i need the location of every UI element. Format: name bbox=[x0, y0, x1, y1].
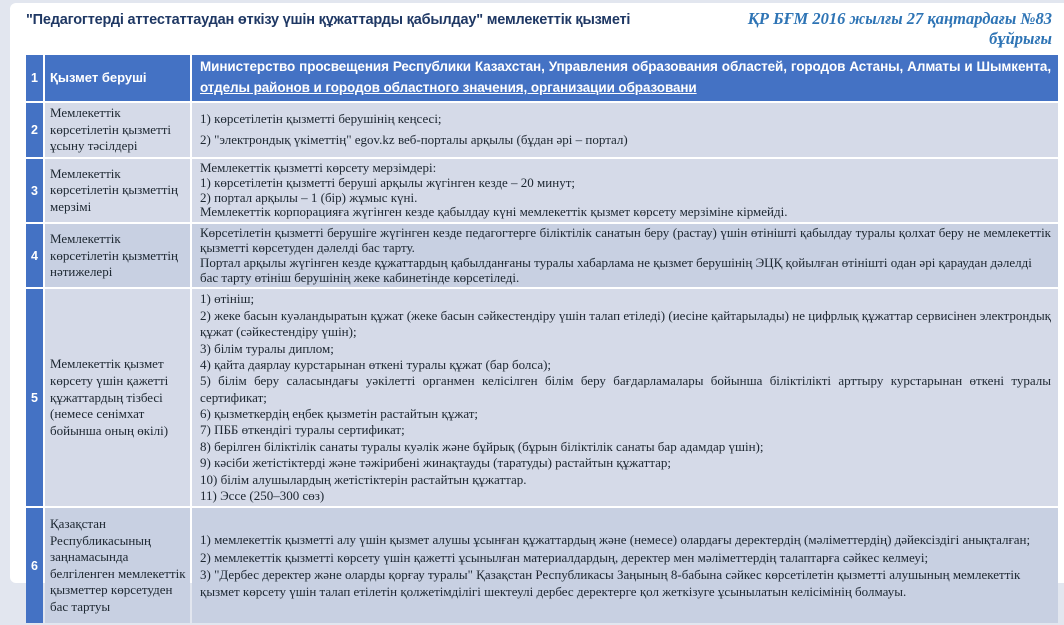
content-line: 2) "электрондық үкіметтің" egov.kz веб-порталы арқылы (бұдан әрі – портал) bbox=[200, 132, 628, 148]
content-paragraph: Көрсетілетін қызметті берушіге жүгінген кезде педагогтерге біліктілік санатын беру (растау) үшін өтінішті қабылдау туралы қолхат беру не мемлекеттік қызметті көрсетуден дәлелді бас тарту. bbox=[200, 225, 1051, 256]
row-number: 2 bbox=[26, 103, 43, 157]
row-number: 1 bbox=[26, 55, 43, 101]
order-reference-line1: ҚР БҒМ 2016 жылғы 27 қаңтардағы №83 bbox=[747, 9, 1052, 28]
provider-underlined-text: отделы районов и городов областного значения, организации образовани bbox=[200, 80, 697, 96]
document-list-item: 2) жеке басын куәландыратын құжат (жеке басын сәйкестендіру үшін талап етіледі) (иесіне қайтарылады) не цифрлық құжаттар сервисінен электрондық құжат (сәйкестендіру үшін); bbox=[200, 307, 1051, 340]
row-label: Мемлекеттік қызмет көрсету үшін қажетті құжаттардың тізбесі (немесе сенімхат бойынша оның өкілі) bbox=[45, 289, 190, 506]
content-line: 1) көрсетілетін қызметті берушінің кеңсесі; bbox=[200, 111, 442, 127]
service-table bbox=[24, 53, 1060, 625]
refusal-list-item: 3) "Дербес деректер және оларды қорғау туралы" Қазақстан Республикасы Заңының 8-бабына сәйкес көрсетілетін қызметті алушының мемлекеттік қызмет көрсету үшін талап етілетін қолжетімділігі шектеулі дербес деректерге қол жеткізуге ұсынылатын келісімінің болмауы. bbox=[200, 566, 1021, 600]
row-number: 6 bbox=[26, 508, 43, 623]
document-list-item: 10) білім алушылардың жетістіктерін растайтын құжаттар. bbox=[200, 471, 527, 487]
row-label: Қызмет беруші bbox=[45, 55, 190, 101]
order-reference bbox=[630, 9, 1056, 49]
slide-panel bbox=[10, 3, 1064, 615]
refusal-list-item: 2) мемлекеттік қызметті көрсету үшін қажетті ұсынылған материалдардың, деректер мен мәліметтердің талаптарға сәйкес келмеуі; bbox=[200, 549, 929, 565]
row-content bbox=[192, 289, 1058, 506]
document-list-item: 11) Эссе (250–300 сөз) bbox=[200, 487, 325, 503]
table-row bbox=[26, 508, 1058, 623]
row-number: 3 bbox=[26, 159, 43, 222]
content-paragraph: Портал арқылы жүгінген кезде құжаттардың қабылданғаны туралы хабарлама не қызмет берушінің ЭЦҚ қойылған өтінішті одан әрі қараудан дәлелді бас тарту өтініш берушінің жеке кабинетінде көрсетіледі. bbox=[200, 254, 1032, 285]
content-line: Мемлекеттік қызметті көрсету мерзімдері: bbox=[200, 159, 437, 175]
table-row bbox=[26, 159, 1058, 222]
row-content bbox=[192, 103, 1058, 157]
row-label: Мемлекеттік көрсетілетін қызметті ұсыну тәсілдері bbox=[45, 103, 190, 157]
document-list-item: 8) берілген біліктілік санаты туралы куәлік және бұйрық (бұрын біліктілік санаты бар адамдар үшін); bbox=[200, 438, 764, 454]
row-content bbox=[192, 508, 1058, 623]
document-list-item: 3) білім туралы диплом; bbox=[200, 340, 334, 356]
row-label: Қазақстан Республикасының заңнамасында белгіленген мемлекеттік қызметтер көрсетуден бас тартуы bbox=[45, 508, 190, 623]
document-list-item: 9) кәсіби жетістіктерді және тәжірибені жинақтауды (таратуды) растайтын құжаттар; bbox=[200, 455, 672, 471]
row-content bbox=[192, 55, 1058, 101]
content-line: 2) портал арқылы – 1 (бір) жұмыс күні. bbox=[200, 189, 418, 205]
table-row bbox=[26, 103, 1058, 157]
document-list-item: 5) білім беру саласындағы уәкілетті органмен келісілген білім беру бағдарламалары бойынша біліктілікті арттыру курстарынан өткені туралы сертификат; bbox=[200, 373, 1051, 405]
row-number: 5 bbox=[26, 289, 43, 506]
order-reference-line2: бұйрығы bbox=[989, 29, 1052, 49]
content-line: 1) көрсетілетін қызметті беруші арқылы жүгінген кезде – 20 минут; bbox=[200, 174, 575, 190]
row-number: 4 bbox=[26, 224, 43, 287]
document-list-item: 4) қайта даярлау курстарынан өткені туралы құжат (бар болса); bbox=[200, 356, 552, 372]
table-row bbox=[26, 224, 1058, 287]
row-label: Мемлекеттік көрсетілетін қызметтің мерзімі bbox=[45, 159, 190, 222]
table-row bbox=[26, 55, 1058, 101]
content-line: Мемлекеттік корпорацияға жүгінген кезде қабылдау күні мемлекеттік қызмет көрсету мерзіміне кірмейді. bbox=[200, 204, 788, 220]
header bbox=[10, 3, 1064, 52]
document-list-item: 7) ПББ өткендігі туралы сертификат; bbox=[200, 422, 405, 438]
document-list-item: 1) өтініш; bbox=[200, 291, 255, 307]
page-title: "Педагогтерді аттестаттаудан өткізу үшін құжаттарды қабылдау" мемлекеттік қызметі bbox=[26, 12, 631, 28]
row-content bbox=[192, 224, 1058, 287]
table-row bbox=[26, 289, 1058, 506]
document-list-item: 6) қызметкердің еңбек қызметін растайтын құжат; bbox=[200, 406, 479, 422]
provider-text: Министерство просвещения Республики Казахстан, Управления образования областей, городов Астаны, Алматы и Шымкента, bbox=[200, 59, 1051, 75]
row-label: Мемлекеттік көрсетілетін қызметтің нәтижелері bbox=[45, 224, 190, 287]
refusal-list-item: 1) мемлекеттік қызметті алу үшін қызмет алушы ұсынған құжаттардың және (немесе) олардағы деректердің (мәліметтердің) дәйексіздігі анықталған; bbox=[200, 532, 1031, 548]
row-content bbox=[192, 159, 1058, 222]
